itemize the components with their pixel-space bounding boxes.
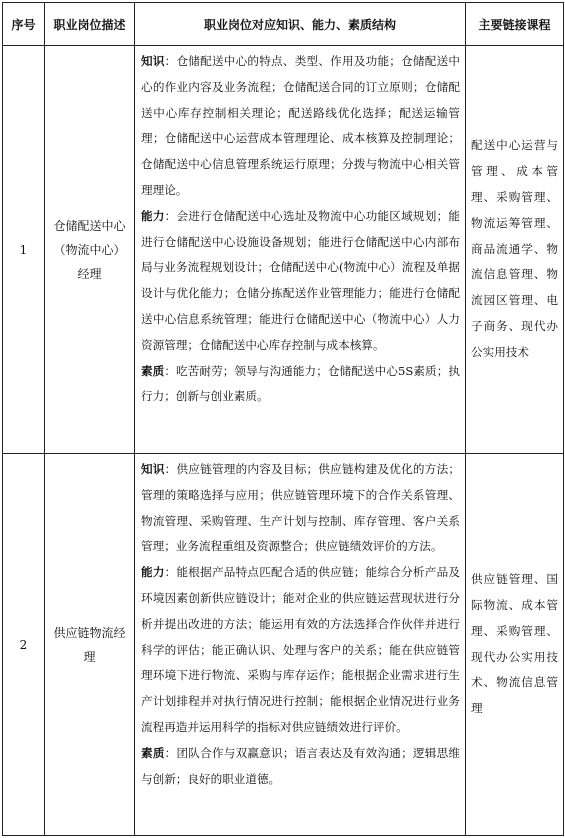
quality-label: 素质 (141, 363, 165, 378)
courses-cell: 供应链管理、国际物流、成本管理、采购管理、现代办公实用技术、物流信息管理 (466, 454, 564, 836)
quality-label: 素质 (141, 745, 165, 760)
structure-cell (135, 454, 466, 836)
table-row (3, 454, 564, 836)
header-courses: 主要链接课程 (466, 3, 564, 46)
position-description: 供应链物流经理 (45, 454, 135, 836)
curriculum-table (2, 2, 564, 836)
ability-paragraph (141, 204, 460, 359)
header-number: 序号 (3, 3, 45, 46)
row-number: 2 (3, 454, 45, 836)
ability-text: ：会进行仓储配送中心选址及物流中心功能区域规划；能进行仓储配送中心设施设备规划；能进行仓储配送中心内部布局与业务流程规划设计；仓储配送中心(物流中心）流程及单据设计与优化能力；仓储分拣配送作业管理能力；能进行仓储配送中心信息系统管理；能进行仓储配送中心（物流中心）人力资源管理；仓储配送中心库存控制与成本核算。 (141, 208, 460, 352)
quality-text: ：团队合作与双赢意识；语言表达及有效沟通；逻辑思维与创新；良好的职业道德。 (141, 745, 460, 786)
quality-paragraph (141, 359, 460, 411)
ability-label: 能力 (141, 565, 165, 580)
table-row (3, 46, 564, 454)
knowledge-text: ：仓储配送中心的特点、类型、作用及功能；仓储配送中心的作业内容及业务流程；仓储配送合同的订立原则；仓储配送中心库存控制相关理论；配送路线优化选择；配送运输管理；仓储配送中心运营成本管理理论、成本核算及控制理论；仓储配送中心信息管理系统运行原理；分拨与物流中心相关管理理论。 (141, 54, 460, 197)
ability-label: 能力 (141, 208, 165, 223)
quality-text: ：吃苦耐劳；领导与沟通能力；仓储配送中心5S素质；执行力；创新与创业素质。 (141, 363, 460, 404)
courses-cell: 配送中心运营与管理、成本管理、采购管理、物流运筹管理、商品流通学、物流信息管理、物流园区管理、电子商务、现代办公实用技术 (466, 46, 564, 454)
header-row (3, 3, 564, 46)
knowledge-text: ：供应链管理的内容及目标；供应链构建及优化的方法；管理的策略选择与应用；供应链管理环境下的合作关系管理、物流管理、采购管理、生产计划与控制、库存管理、客户关系管理；业务流程重组及资源整合；供应链绩效评价的方法。 (141, 462, 460, 554)
header-structure: 职业岗位对应知识、能力、素质结构 (135, 3, 466, 46)
row-number: 1 (3, 46, 45, 454)
ability-text: ：能根据产品特点匹配合适的供应链；能综合分析产品及环境因素创新供应链设计；能对企业的供应链运营现状进行分析并提出改进的方法；能运用有效的方法选择合作伙伴并进行科学的评估；能正确认识、处理与客户的关系；能在供应链管理环境下进行物流、采购与库存运作；能根据企业需求进行生产计划排程并对执行情况进行控制；能根据企业情况进行业务流程再造并运用科学的指标对供应链绩效进行评价。 (141, 565, 460, 734)
knowledge-paragraph (141, 49, 460, 204)
knowledge-label: 知识 (141, 54, 165, 68)
position-description: 仓储配送中心（物流中心）经理 (45, 46, 135, 454)
header-position: 职业岗位描述 (45, 3, 135, 46)
ability-paragraph (141, 560, 460, 741)
quality-paragraph (141, 741, 460, 793)
knowledge-label: 知识 (141, 462, 165, 476)
structure-cell (135, 46, 466, 454)
knowledge-paragraph (141, 457, 460, 560)
